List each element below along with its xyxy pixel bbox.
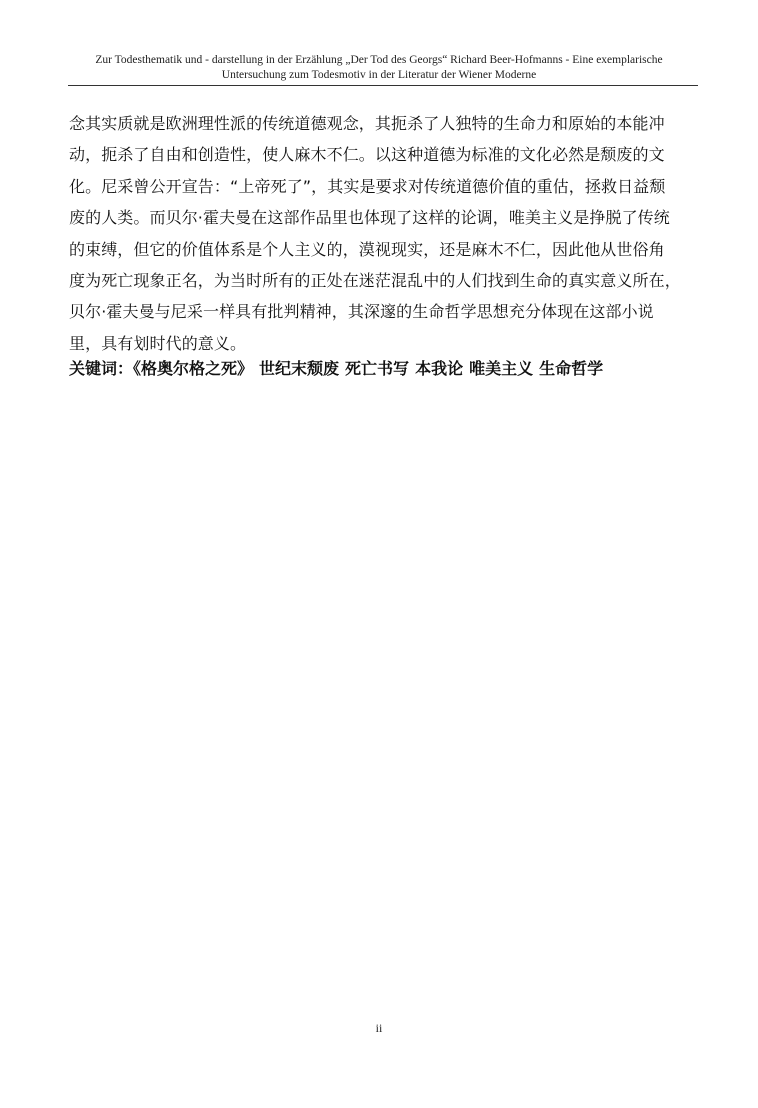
body-line: 念其实质就是欧洲理性派的传统道德观念，其扼杀了人独特的生命力和原始的本能冲 bbox=[69, 114, 665, 133]
keyword: 死亡书写 bbox=[345, 359, 410, 378]
running-header-line-2: Untersuchung zum Todesmotiv in der Literatur der Wiener Moderne bbox=[221, 69, 537, 81]
page-number: ii bbox=[375, 1021, 383, 1035]
body-line: 贝尔·霍夫曼与尼采一样具有批判精神，其深邃的生命哲学思想充分体现在这部小说 bbox=[69, 302, 654, 322]
body-line: 的束缚，但它的价值体系是个人主义的，漠视现实，还是麻木不仁，因此他从世俗角 bbox=[69, 239, 665, 259]
keywords-line bbox=[69, 357, 709, 381]
running-header bbox=[56, 53, 702, 83]
keyword: 生命哲学 bbox=[539, 359, 604, 378]
body-line: 化。尼采曾公开宣告：“上帝死了”，其实是要求对传统道德价值的重估，拯救日益颓 bbox=[69, 176, 666, 196]
body-paragraph bbox=[69, 108, 693, 359]
keyword: 本我论 bbox=[415, 359, 464, 378]
header-rule bbox=[68, 85, 698, 86]
body-line: 里，具有划时代的意义。 bbox=[69, 333, 247, 353]
running-header-line-1: Zur Todesthematik und - darstellung in der Erzählung „Der Tod des Georgs“ Richard Beer-Hofmanns - Eine exemplarische bbox=[95, 54, 663, 66]
keyword: 世纪末颓废 bbox=[259, 359, 340, 378]
keyword: 唯美主义 bbox=[469, 359, 534, 378]
body-line: 动，扼杀了自由和创造性，使人麻木不仁。以这种道德为标准的文化必然是颓废的文 bbox=[69, 145, 665, 165]
body-line: 度为死亡现象正名，为当时所有的正处在迷茫混乱中的人们找到生命的真实意义所在， bbox=[69, 271, 681, 291]
keyword: 《格奥尔格之死》 bbox=[133, 359, 254, 378]
keywords-label: 关键词： bbox=[69, 359, 134, 378]
body-line: 废的人类。而贝尔·霍夫曼在这部作品里也体现了这样的论调，唯美主义是挣脱了传统 bbox=[69, 208, 670, 228]
